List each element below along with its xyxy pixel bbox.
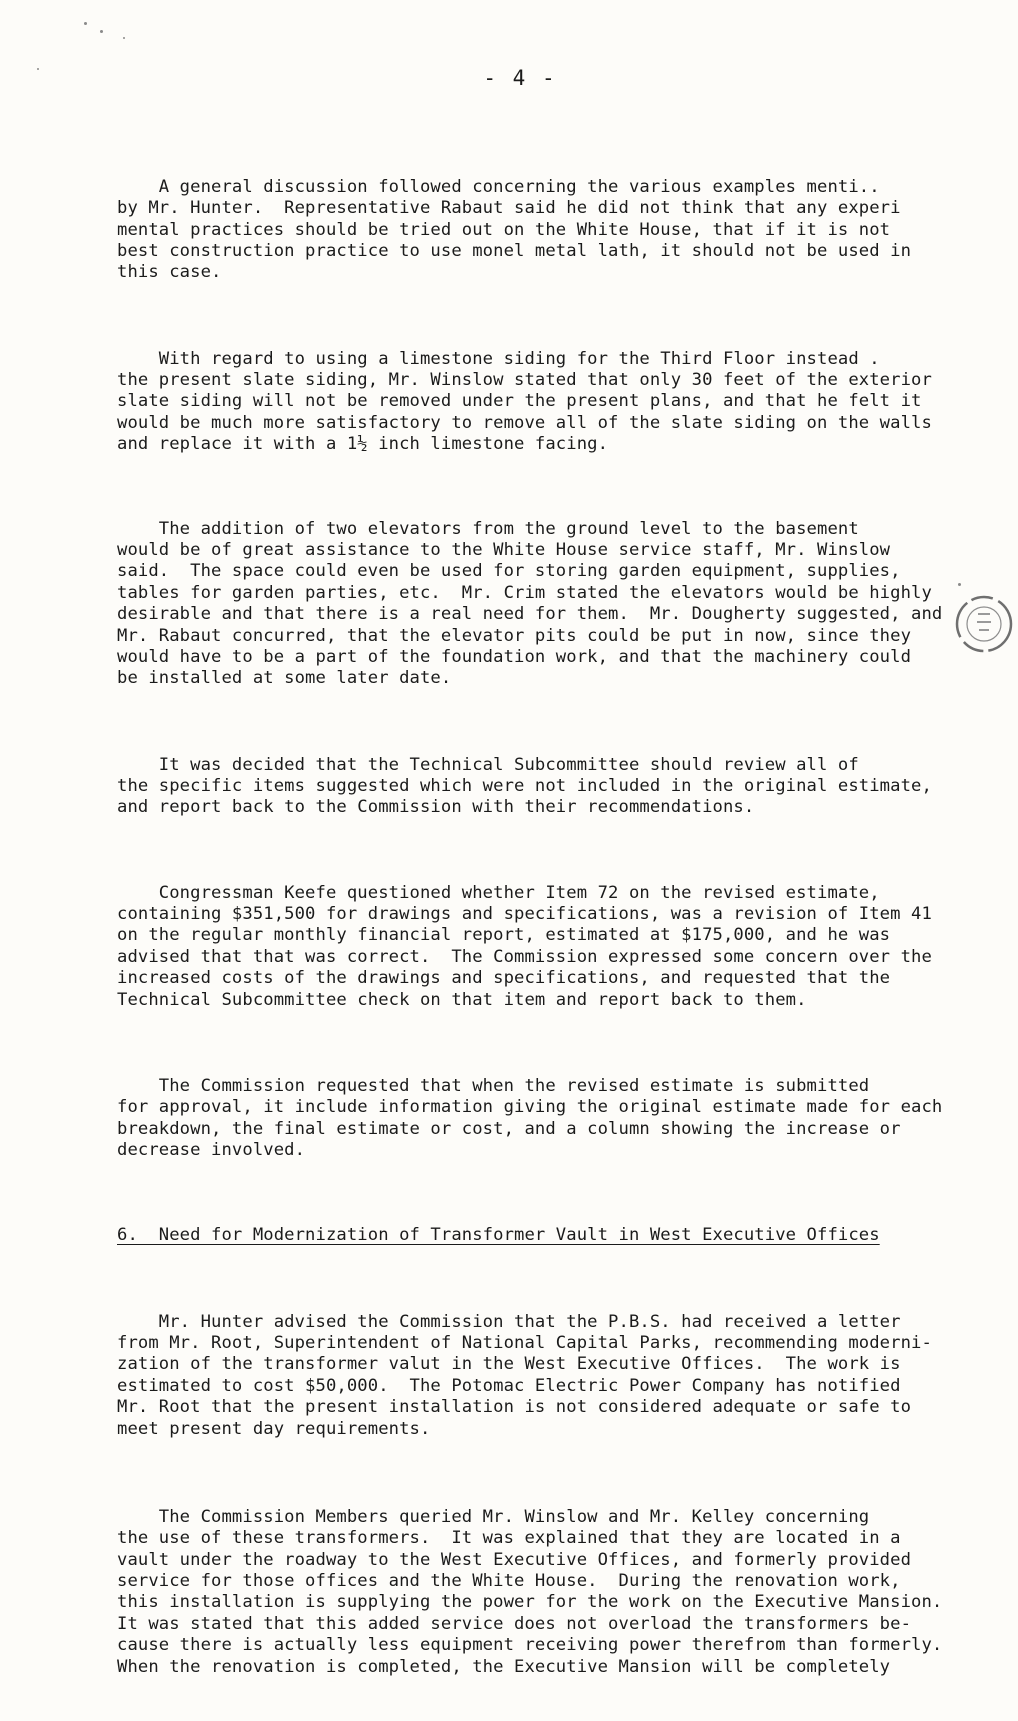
document-body [117,134,977,1721]
paragraph-subcommittee-review: It was decided that the Technical Subcommittee should review all of the specific items suggested which were not included in the original estimate, and report back to the Commission with their recommendations. [117,754,932,818]
paper-speck [958,583,961,586]
paragraph-transformer-vault: Mr. Hunter advised the Commission that the P.B.S. had received a letter from Mr. Root, Superintendent of National Capital Parks, recommending moderni- zation of the transformer valut in the West Executive Offices. The work is estimated to cost $50,000. The Potomac Electric Power Company has notified Mr. Root that the present installation is not considered adequate or safe to meet present day requirements. [117,1311,932,1439]
paragraph-revised-estimate: The Commission requested that when the revised estimate is submitted for approval, it include information giving the original estimate made for each breakdown, the final estimate or cost, and a column showing the increase or decrease involved. [117,1075,943,1161]
section-heading-6 [117,1225,977,1246]
paragraph-elevators: The addition of two elevators from the ground level to the basement would be of great assistance to the White House service staff, Mr. Winslow said. The space could even be used for storing garden equipment, supplies, tables for garden parties, etc. Mr. Crim stated the elevators would be highly desirable and that there is a real need for them. Mr. Dougherty suggested, and Mr. Rabaut concurred, that the elevator pits could be put in now, since they would have to be a part of the foundation work, and that the machinery could be installed at some later date. [117,518,943,689]
paragraph-examples-discussion: A general discussion followed concerning the various examples menti.. by Mr. Hunter. Representative Rabaut said he did not think that any experi mental practices should be tried out on the White House, that if it is not best construction practice to use monel metal lath, it should not be used in this case. [117,176,912,283]
page-number: - 4 - [483,66,557,90]
paragraph-item-72: Congressman Keefe questioned whether Item 72 on the revised estimate, containing $351,500 for drawings and specifications, was a revision of Item 41 on the regular monthly financial report, estimated at $175,000, and he was advised that that was correct. The Commission expressed some concern over the increased costs of the drawings and specifications, and requested that the Technical Subcommittee check on that item and report back to them. [117,882,932,1010]
paper-speck [123,37,125,39]
paragraph-limestone-siding: With regard to using a limestone siding for the Third Floor instead . the present slate siding, Mr. Winslow stated that only 30 feet of the exterior slate siding will not be removed under the present plans, and that he felt it would be much more satisfactory to remove all of the slate siding on the walls and replace it with a 1½ inch limestone facing. [117,348,932,455]
paper-speck [37,68,39,70]
section-heading-text: 6. Need for Modernization of Transformer Vault in West Executive Offices [117,1225,880,1246]
paper-speck [100,30,103,33]
archive-stamp-icon [952,592,1014,654]
paragraph-transformer-use: The Commission Members queried Mr. Winslow and Mr. Kelley concerning the use of these transformers. It was explained that they are located in a vault under the roadway to the West Executive Offices, and formerly provided service for those offices and the White House. During the renovation work, this installation is supplying the power for the work on the Executive Mansion. It was stated that this added service does not overload the transformers be- cause there is actually less equipment receiving power therefrom than formerly. When the renovation is completed, the Executive Mansion will be completely [117,1506,943,1677]
paper-speck [84,22,87,25]
